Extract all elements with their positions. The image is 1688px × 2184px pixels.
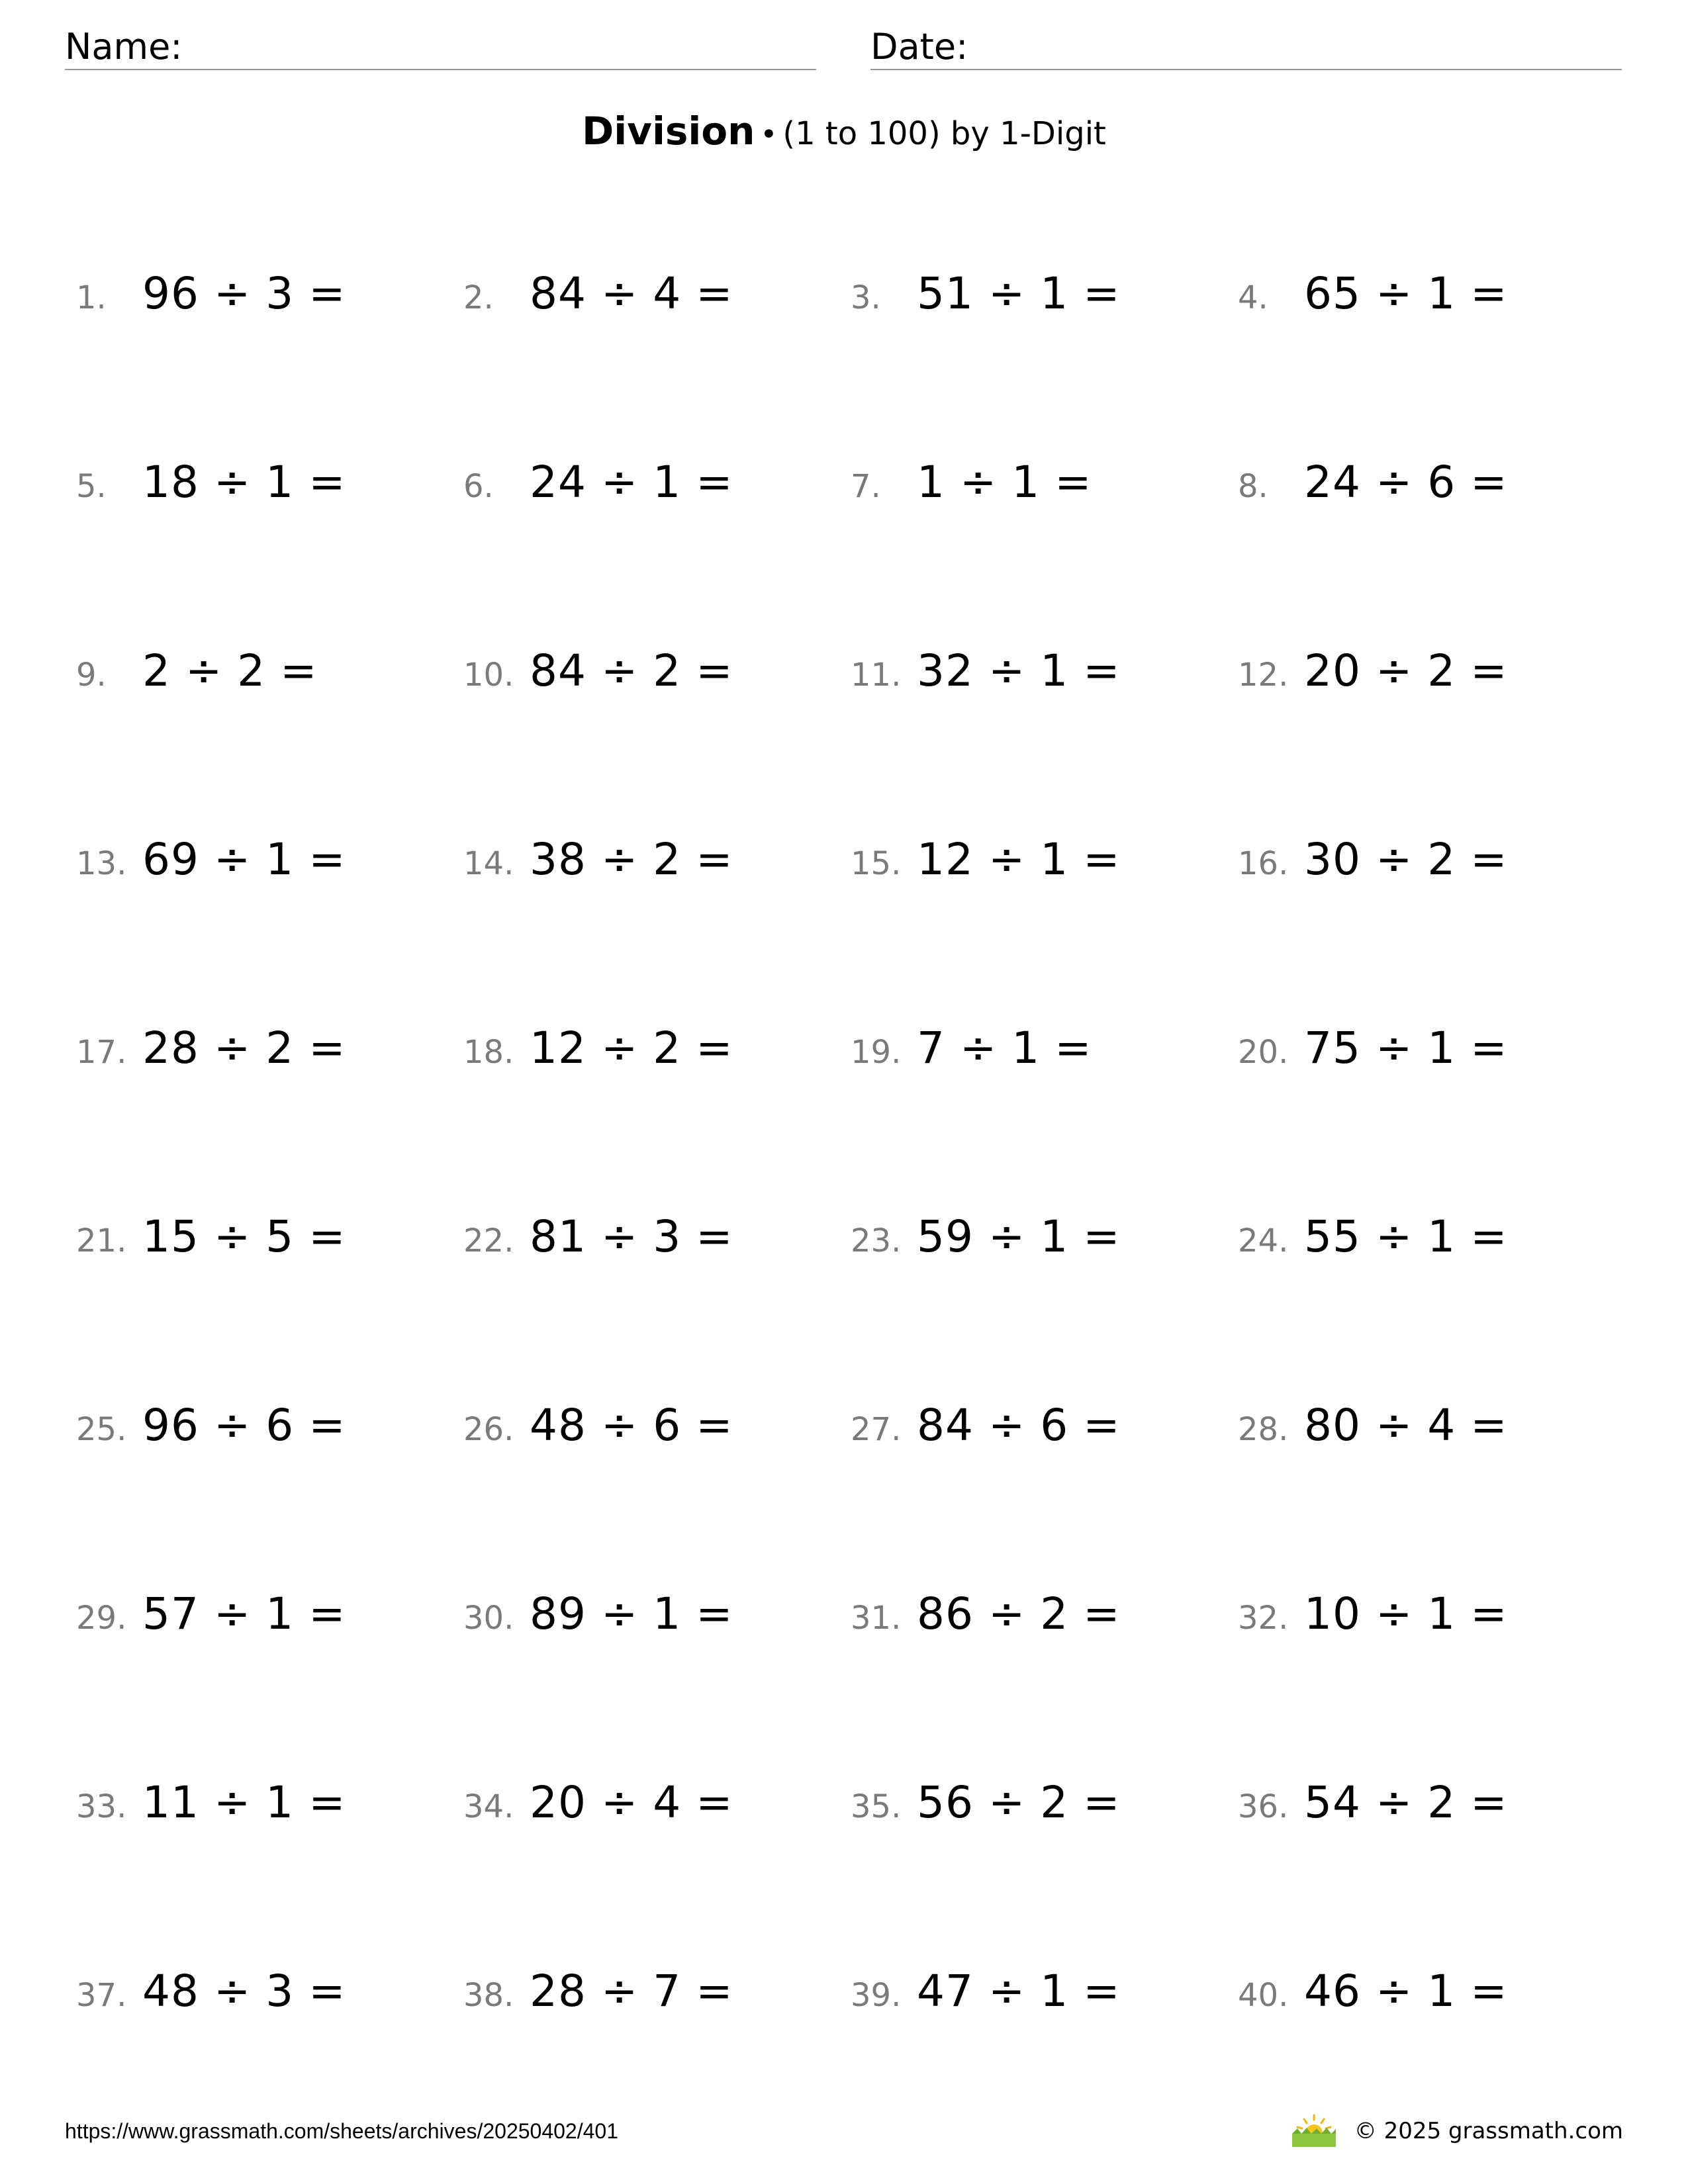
problem-item — [76, 1373, 346, 1479]
problem-item — [76, 1938, 346, 2044]
problem-expression: 80 ÷ 4 = — [1304, 1400, 1508, 1451]
problem-item — [851, 618, 1121, 724]
problem-item — [851, 995, 1092, 1101]
name-label: Name: — [65, 26, 183, 68]
problem-item — [463, 1561, 733, 1667]
problem-number: 26. — [463, 1411, 514, 1448]
problem-number: 37. — [76, 1977, 127, 2014]
problem-item — [1238, 995, 1508, 1101]
sun-grass-logo-icon — [1291, 2114, 1337, 2148]
problem-number: 15. — [851, 845, 902, 882]
problem-item — [1238, 430, 1508, 535]
problem-number: 27. — [851, 1411, 902, 1448]
problem-expression: 12 ÷ 2 = — [530, 1023, 733, 1073]
problem-number: 40. — [1238, 1977, 1289, 2014]
problem-expression: 86 ÷ 2 = — [917, 1588, 1121, 1639]
problem-item — [76, 807, 346, 913]
problem-expression: 2 ÷ 2 = — [142, 645, 318, 696]
problem-expression: 51 ÷ 1 = — [917, 268, 1121, 319]
problem-number: 9. — [76, 657, 107, 694]
problem-expression: 38 ÷ 2 = — [530, 834, 733, 885]
problem-item — [1238, 1750, 1508, 1856]
problem-item — [76, 430, 346, 535]
problem-number: 14. — [463, 845, 514, 882]
problem-expression: 32 ÷ 1 = — [917, 645, 1121, 696]
problem-item — [463, 995, 733, 1101]
problem-expression: 55 ÷ 1 = — [1304, 1211, 1508, 1262]
problem-item — [1238, 1184, 1508, 1290]
problem-item — [851, 807, 1121, 913]
problem-expression: 48 ÷ 3 = — [142, 1966, 346, 2017]
problem-number: 29. — [76, 1600, 127, 1637]
problem-number: 23. — [851, 1222, 902, 1259]
problem-number: 2. — [463, 279, 494, 316]
problem-number: 11. — [851, 657, 902, 694]
problem-expression: 10 ÷ 1 = — [1304, 1588, 1508, 1639]
footer-copyright: © 2025 grassmath.com — [1354, 2118, 1623, 2144]
problem-expression: 12 ÷ 1 = — [917, 834, 1121, 885]
problem-expression: 1 ÷ 1 = — [917, 457, 1092, 508]
problem-item — [851, 1750, 1121, 1856]
problem-item — [76, 995, 346, 1101]
title-subtitle: (1 to 100) by 1-Digit — [782, 115, 1106, 152]
problem-number: 34. — [463, 1788, 514, 1825]
problem-number: 20. — [1238, 1034, 1289, 1071]
problem-item — [76, 241, 346, 347]
problem-expression: 89 ÷ 1 = — [530, 1588, 733, 1639]
problem-number: 36. — [1238, 1788, 1289, 1825]
problem-expression: 47 ÷ 1 = — [917, 1966, 1121, 2017]
problem-item — [851, 430, 1092, 535]
problem-expression: 11 ÷ 1 = — [142, 1777, 346, 1828]
problem-expression: 28 ÷ 7 = — [530, 1966, 733, 2017]
problem-item — [1238, 618, 1508, 724]
problem-expression: 46 ÷ 1 = — [1304, 1966, 1508, 2017]
problem-number: 33. — [76, 1788, 127, 1825]
problem-number: 5. — [76, 468, 107, 505]
problem-item — [463, 1938, 733, 2044]
problem-item — [463, 807, 733, 913]
problem-number: 17. — [76, 1034, 127, 1071]
problem-grid — [0, 241, 1688, 2130]
problem-item — [1238, 241, 1508, 347]
problem-expression: 15 ÷ 5 = — [142, 1211, 346, 1262]
problem-number: 22. — [463, 1222, 514, 1259]
problem-number: 38. — [463, 1977, 514, 2014]
problem-number: 18. — [463, 1034, 514, 1071]
problem-expression: 57 ÷ 1 = — [142, 1588, 346, 1639]
problem-expression: 24 ÷ 1 = — [530, 457, 733, 508]
problem-expression: 30 ÷ 2 = — [1304, 834, 1508, 885]
problem-expression: 18 ÷ 1 = — [142, 457, 346, 508]
name-field[interactable] — [65, 25, 816, 70]
problem-expression: 59 ÷ 1 = — [917, 1211, 1121, 1262]
problem-item — [76, 1184, 346, 1290]
title-bold: Division — [582, 109, 755, 154]
problem-number: 16. — [1238, 845, 1289, 882]
problem-number: 10. — [463, 657, 514, 694]
problem-item — [851, 1561, 1121, 1667]
problem-number: 7. — [851, 468, 881, 505]
problem-number: 32. — [1238, 1600, 1289, 1637]
problem-item — [851, 241, 1121, 347]
date-field[interactable] — [870, 25, 1622, 70]
problem-item — [463, 1184, 733, 1290]
problem-item — [76, 1750, 346, 1856]
footer-url: https://www.grassmath.com/sheets/archives/20250402/401 — [65, 2119, 618, 2143]
problem-number: 6. — [463, 468, 494, 505]
problem-number: 24. — [1238, 1222, 1289, 1259]
problem-number: 21. — [76, 1222, 127, 1259]
problem-number: 13. — [76, 845, 127, 882]
problem-item — [463, 430, 733, 535]
problem-item — [463, 618, 733, 724]
problem-item — [851, 1938, 1121, 2044]
problem-expression: 28 ÷ 2 = — [142, 1023, 346, 1073]
problem-item — [851, 1373, 1121, 1479]
problem-number: 8. — [1238, 468, 1268, 505]
problem-item — [463, 1373, 733, 1479]
worksheet-title — [0, 105, 1688, 161]
problem-expression: 81 ÷ 3 = — [530, 1211, 733, 1262]
problem-number: 25. — [76, 1411, 127, 1448]
problem-expression: 24 ÷ 6 = — [1304, 457, 1508, 508]
problem-number: 31. — [851, 1600, 902, 1637]
problem-expression: 54 ÷ 2 = — [1304, 1777, 1508, 1828]
problem-item — [463, 241, 733, 347]
problem-item — [1238, 1373, 1508, 1479]
problem-expression: 69 ÷ 1 = — [142, 834, 346, 885]
problem-expression: 96 ÷ 6 = — [142, 1400, 346, 1451]
problem-expression: 65 ÷ 1 = — [1304, 268, 1508, 319]
problem-expression: 48 ÷ 6 = — [530, 1400, 733, 1451]
problem-item — [463, 1750, 733, 1856]
problem-item — [1238, 807, 1508, 913]
problem-number: 19. — [851, 1034, 902, 1071]
problem-item — [1238, 1938, 1508, 2044]
problem-expression: 84 ÷ 2 = — [530, 645, 733, 696]
problem-expression: 84 ÷ 4 = — [530, 268, 733, 319]
problem-item — [851, 1184, 1121, 1290]
problem-number: 1. — [76, 279, 107, 316]
date-label: Date: — [870, 26, 968, 68]
problem-number: 12. — [1238, 657, 1289, 694]
problem-expression: 56 ÷ 2 = — [917, 1777, 1121, 1828]
problem-expression: 20 ÷ 4 = — [530, 1777, 733, 1828]
problem-item — [76, 1561, 346, 1667]
problem-expression: 75 ÷ 1 = — [1304, 1023, 1508, 1073]
problem-number: 3. — [851, 279, 881, 316]
problem-item — [76, 618, 318, 724]
problem-number: 4. — [1238, 279, 1268, 316]
footer-brand — [1291, 2113, 1623, 2150]
problem-number: 30. — [463, 1600, 514, 1637]
problem-number: 28. — [1238, 1411, 1289, 1448]
problem-item — [1238, 1561, 1508, 1667]
problem-expression: 20 ÷ 2 = — [1304, 645, 1508, 696]
title-separator: • — [760, 118, 778, 152]
problem-expression: 7 ÷ 1 = — [917, 1023, 1092, 1073]
problem-number: 35. — [851, 1788, 902, 1825]
problem-expression: 84 ÷ 6 = — [917, 1400, 1121, 1451]
problem-expression: 96 ÷ 3 = — [142, 268, 346, 319]
problem-number: 39. — [851, 1977, 902, 2014]
